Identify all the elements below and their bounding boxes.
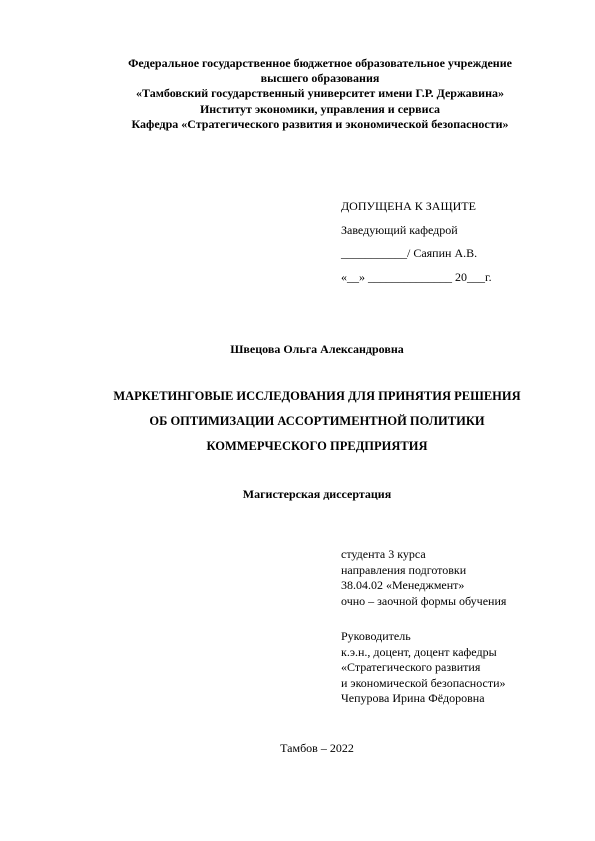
student-info: [341, 547, 506, 609]
student-line: студента 3 курса: [341, 547, 426, 561]
header-line: высшего образования: [260, 71, 380, 86]
approval-line: ___________/ Саяпин А.В.: [341, 246, 478, 261]
institution-header: [60, 56, 580, 132]
title-line: МАРКЕТИНГОВЫЕ ИССЛЕДОВАНИЯ ДЛЯ ПРИНЯТИЯ РЕШЕНИЯ: [113, 389, 521, 403]
author-name: Швецова Ольга Александровна: [230, 342, 404, 356]
document-type: Магистерская диссертация: [242, 487, 392, 501]
approval-line: Заведующий кафедрой: [341, 222, 458, 237]
header-line: Институт экономики, управления и сервиса: [199, 101, 441, 116]
approval-line: ДОПУЩЕНА К ЗАЩИТЕ: [341, 199, 476, 213]
title-line: КОММЕРЧЕСКОГО ПРЕДПРИЯТИЯ: [206, 439, 428, 453]
student-line: очно – заочной формы обучения: [341, 593, 507, 608]
header-line: Федеральное государственное бюджетное образовательное учреждение: [128, 56, 512, 70]
header-line: Кафедра «Стратегического развития и экономической безопасности»: [131, 116, 509, 131]
student-line: 38.04.02 «Менеджмент»: [341, 578, 465, 593]
title-line: ОБ ОПТИМИЗАЦИИ АССОРТИМЕНТНОЙ ПОЛИТИКИ: [149, 414, 485, 428]
approval-block: [341, 195, 492, 290]
approval-line: «__» ______________ 20___г.: [341, 270, 492, 285]
supervisor-line: к.э.н., доцент, доцент кафедры: [341, 644, 497, 659]
thesis-title: [0, 384, 595, 459]
header-line: «Тамбовский государственный университет имени Г.Р. Державина»: [136, 86, 504, 101]
supervisor-line: Чепурова Ирина Фёдоровна: [341, 691, 485, 706]
supervisor-line: и экономической безопасности»: [341, 675, 506, 690]
supervisor-info: [341, 629, 506, 707]
supervisor-line: Руководитель: [341, 629, 411, 643]
student-line: направления подготовки: [341, 562, 467, 577]
supervisor-line: «Стратегического развития: [341, 660, 481, 675]
city-year: Тамбов – 2022: [280, 741, 354, 755]
